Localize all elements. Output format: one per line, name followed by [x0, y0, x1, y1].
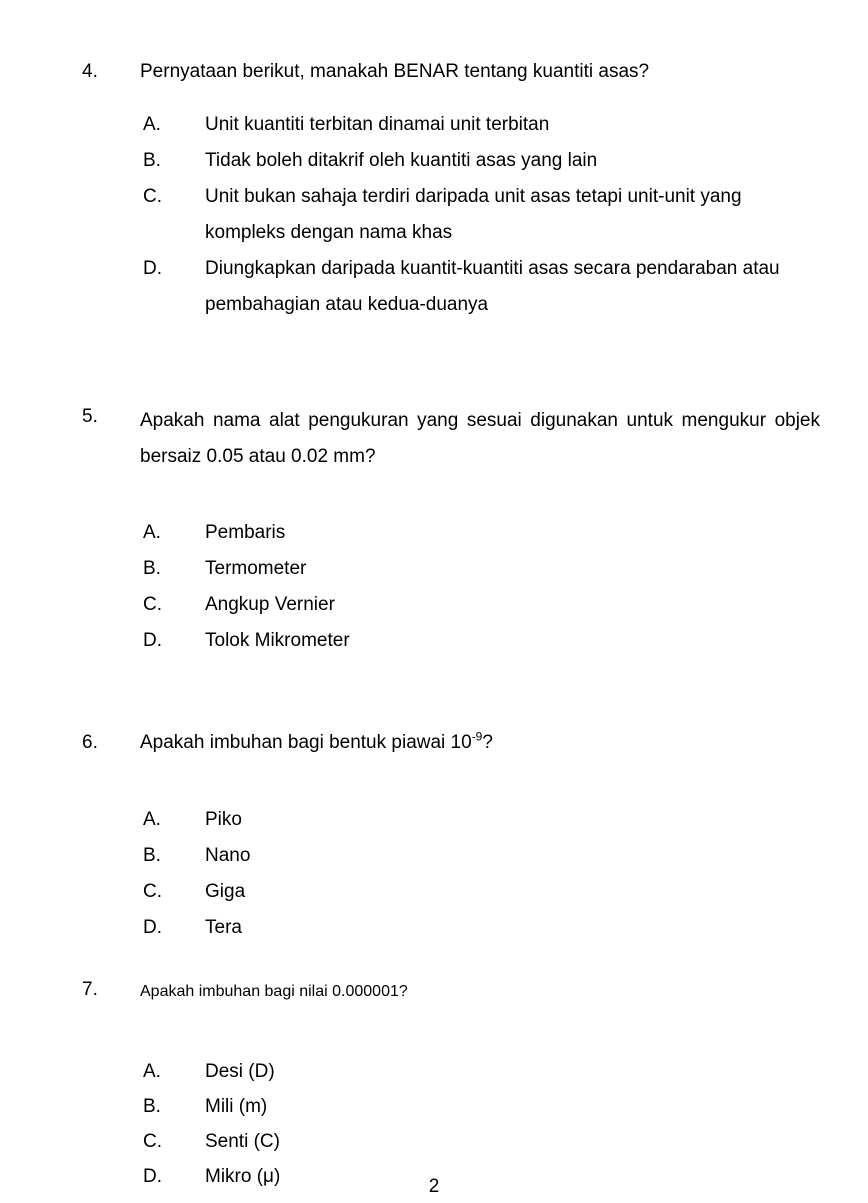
option-text: Desi (D) — [205, 1061, 275, 1082]
option-letter: B. — [143, 845, 161, 866]
question-text: Apakah nama alat pengukuran yang sesuai digunakan untuk mengukur objek bersaiz 0.05 atau 0.02 mm? — [140, 410, 820, 467]
option-text: Termometer — [205, 558, 307, 579]
question-text-prefix: Apakah imbuhan bagi bentuk piawai 10 — [140, 732, 472, 753]
option-row — [143, 179, 820, 251]
question-text-suffix: ? — [482, 732, 493, 753]
option-text: Senti (C) — [205, 1131, 280, 1152]
option-letter: A. — [143, 1061, 161, 1082]
question-block-5 — [82, 403, 820, 659]
option-row — [143, 1124, 820, 1159]
option-letter: A. — [143, 114, 161, 135]
option-letter: B. — [143, 558, 161, 579]
option-row — [143, 515, 820, 551]
option-row — [143, 1054, 820, 1089]
question-6 — [82, 729, 820, 757]
question-number: 5. — [82, 406, 98, 427]
option-text: Tolok Mikrometer — [205, 630, 350, 651]
option-letter: C. — [143, 881, 162, 902]
options-list — [143, 1054, 820, 1194]
question-number: 7. — [82, 979, 98, 1000]
option-text: Diungkapkan daripada kuantit-kuantiti asas secara pendaraban atau pembahagian atau kedua-duanya — [205, 258, 780, 315]
option-letter: C. — [143, 1131, 162, 1152]
option-text: Unit bukan sahaja terdiri daripada unit asas tetapi unit-unit yang kompleks dengan nama khas — [205, 186, 742, 243]
option-text: Nano — [205, 845, 251, 866]
option-row — [143, 251, 820, 323]
options-list — [143, 802, 820, 946]
option-row — [143, 143, 820, 179]
option-letter: C. — [143, 594, 162, 615]
question-text — [140, 729, 820, 757]
option-letter: B. — [143, 150, 161, 171]
question-7 — [82, 976, 820, 1006]
option-row — [143, 874, 820, 910]
option-letter: D. — [143, 630, 162, 651]
option-row — [143, 551, 820, 587]
question-number: 6. — [82, 732, 98, 753]
question-block-4 — [82, 58, 820, 323]
option-text: Piko — [205, 809, 242, 830]
options-list — [143, 107, 820, 323]
option-text: Giga — [205, 881, 246, 902]
option-letter: D. — [143, 917, 162, 938]
option-row — [143, 838, 820, 874]
option-letter: B. — [143, 1096, 161, 1117]
option-letter: D. — [143, 1166, 162, 1187]
question-text: Apakah imbuhan bagi nilai 0.000001? — [140, 983, 408, 1000]
option-letter: A. — [143, 522, 161, 543]
option-row — [143, 107, 820, 143]
option-row — [143, 1089, 820, 1124]
option-row — [143, 587, 820, 623]
option-row — [143, 623, 820, 659]
option-letter: A. — [143, 809, 161, 830]
option-row — [143, 910, 820, 946]
question-text-superscript: -9 — [471, 729, 483, 744]
option-letter: D. — [143, 258, 162, 279]
option-text: Unit kuantiti terbitan dinamai unit terbitan — [205, 114, 550, 135]
option-letter: C. — [143, 186, 162, 207]
question-text: Pernyataan berikut, manakah BENAR tentang kuantiti asas? — [140, 61, 650, 82]
options-list — [143, 515, 820, 659]
option-text: Mili (m) — [205, 1096, 268, 1117]
option-text: Tidak boleh ditakrif oleh kuantiti asas yang lain — [205, 150, 598, 171]
question-block-6 — [82, 729, 820, 946]
option-text: Mikro (μ) — [205, 1166, 281, 1187]
option-text: Angkup Vernier — [205, 594, 335, 615]
question-number: 4. — [82, 61, 98, 82]
page-number: 2 — [428, 1176, 440, 1197]
option-text: Pembaris — [205, 522, 286, 543]
option-row — [143, 802, 820, 838]
question-5 — [82, 403, 820, 475]
option-text: Tera — [205, 917, 242, 938]
question-block-7 — [82, 976, 820, 1194]
question-4 — [82, 58, 820, 86]
